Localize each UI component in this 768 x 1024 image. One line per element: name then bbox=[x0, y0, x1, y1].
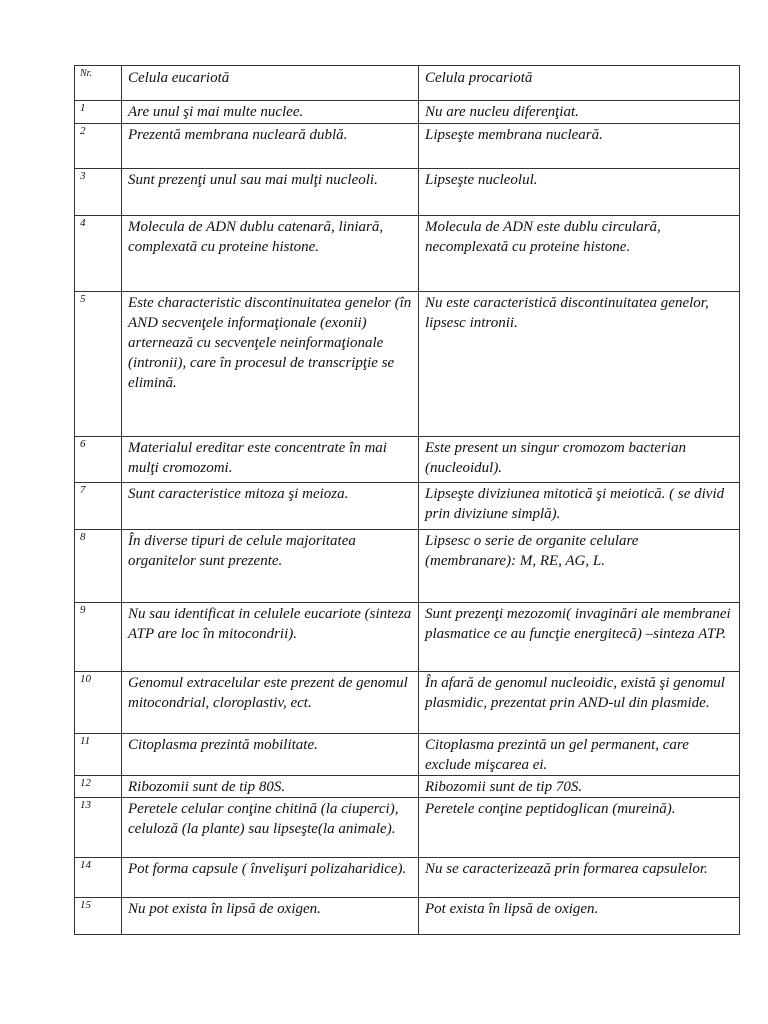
eucariota-cell: Are unul şi mai multe nuclee. bbox=[122, 101, 419, 124]
eucariota-cell: Materialul ereditar este concentrate în mai mulţi cromozomi. bbox=[122, 437, 419, 483]
row-number: 8 bbox=[75, 530, 122, 603]
table-row bbox=[75, 124, 740, 169]
procariota-cell: Lipseşte membrana nucleară. bbox=[419, 124, 740, 169]
table-row bbox=[75, 858, 740, 898]
procariota-cell: Lipsesc o serie de organite celulare (membranare): M, RE, AG, L. bbox=[419, 530, 740, 603]
row-number: 9 bbox=[75, 603, 122, 672]
procariota-cell: Nu are nucleu diferenţiat. bbox=[419, 101, 740, 124]
table-row bbox=[75, 483, 740, 530]
row-number: 1 bbox=[75, 101, 122, 124]
eucariota-cell: Nu sau identificat in celulele eucariote (sinteza ATP are loc în mitocondrii). bbox=[122, 603, 419, 672]
row-number: 6 bbox=[75, 437, 122, 483]
eucariota-cell: Genomul extracelular este prezent de genomul mitocondrial, cloroplastiv, ect. bbox=[122, 672, 419, 734]
row-number: 13 bbox=[75, 798, 122, 858]
procariota-cell: În afară de genomul nucleoidic, există şi genomul plasmidic, prezentat prin AND-ul din plasmide. bbox=[419, 672, 740, 734]
table-row bbox=[75, 292, 740, 437]
row-number: 14 bbox=[75, 858, 122, 898]
table-row bbox=[75, 672, 740, 734]
table-row bbox=[75, 798, 740, 858]
row-number: 7 bbox=[75, 483, 122, 530]
procariota-cell: Este present un singur cromozom bacterian (nucleoidul). bbox=[419, 437, 740, 483]
eucariota-cell: Prezentă membrana nucleară dublă. bbox=[122, 124, 419, 169]
table-row bbox=[75, 101, 740, 124]
procariota-cell: Nu este caracteristică discontinuitatea genelor, lipsesc intronii. bbox=[419, 292, 740, 437]
table-row bbox=[75, 898, 740, 935]
procariota-cell: Pot exista în lipsă de oxigen. bbox=[419, 898, 740, 935]
eucariota-cell: Citoplasma prezintă mobilitate. bbox=[122, 734, 419, 776]
eucariota-cell: Ribozomii sunt de tip 80S. bbox=[122, 776, 419, 798]
eucariota-cell: Este characteristic discontinuitatea genelor (în AND secvenţele informaţionale (exonii) arternează cu secvenţele neinformaţionale (intronii), care în procesul de transcripţie se elimină. bbox=[122, 292, 419, 437]
eucariota-cell: Sunt prezenţi unul sau mai mulţi nucleoli. bbox=[122, 169, 419, 216]
row-number: 2 bbox=[75, 124, 122, 169]
row-number: 11 bbox=[75, 734, 122, 776]
table-row bbox=[75, 603, 740, 672]
header-nr: Nr. bbox=[75, 66, 122, 101]
table-row bbox=[75, 169, 740, 216]
table-row bbox=[75, 734, 740, 776]
procariota-cell: Ribozomii sunt de tip 70S. bbox=[419, 776, 740, 798]
procariota-cell: Peretele conţine peptidoglican (mureină). bbox=[419, 798, 740, 858]
header-eucariota: Celula eucariotă bbox=[122, 66, 419, 101]
procariota-cell: Sunt prezenţi mezozomi( invaginări ale membranei plasmatice ce au funcţie energitecă) –sinteza ATP. bbox=[419, 603, 740, 672]
eucariota-cell: Sunt caracteristice mitoza şi meioza. bbox=[122, 483, 419, 530]
eucariota-cell: Pot forma capsule ( învelişuri polizaharidice). bbox=[122, 858, 419, 898]
procariota-cell: Citoplasma prezintă un gel permanent, care exclude mişcarea ei. bbox=[419, 734, 740, 776]
row-number: 12 bbox=[75, 776, 122, 798]
row-number: 4 bbox=[75, 216, 122, 292]
procariota-cell: Molecula de ADN este dublu circulară, necomplexată cu proteine histone. bbox=[419, 216, 740, 292]
procariota-cell: Lipseşte nucleolul. bbox=[419, 169, 740, 216]
row-number: 15 bbox=[75, 898, 122, 935]
eucariota-cell: În diverse tipuri de celule majoritatea organitelor sunt prezente. bbox=[122, 530, 419, 603]
procariota-cell: Nu se caracterizează prin formarea capsulelor. bbox=[419, 858, 740, 898]
table-row bbox=[75, 776, 740, 798]
table-row bbox=[75, 437, 740, 483]
eucariota-cell: Nu pot exista în lipsă de oxigen. bbox=[122, 898, 419, 935]
row-number: 10 bbox=[75, 672, 122, 734]
header-procariota: Celula procariotă bbox=[419, 66, 740, 101]
row-number: 5 bbox=[75, 292, 122, 437]
table-row bbox=[75, 216, 740, 292]
eucariota-cell: Molecula de ADN dublu catenară, liniară, complexată cu proteine histone. bbox=[122, 216, 419, 292]
comparison-table bbox=[74, 65, 740, 935]
header-row bbox=[75, 66, 740, 101]
table-row bbox=[75, 530, 740, 603]
procariota-cell: Lipseşte diviziunea mitotică şi meiotică. ( se divid prin diviziune simplă). bbox=[419, 483, 740, 530]
eucariota-cell: Peretele celular conţine chitină (la ciuperci), celuloză (la plante) sau lipseşte(la animale). bbox=[122, 798, 419, 858]
row-number: 3 bbox=[75, 169, 122, 216]
